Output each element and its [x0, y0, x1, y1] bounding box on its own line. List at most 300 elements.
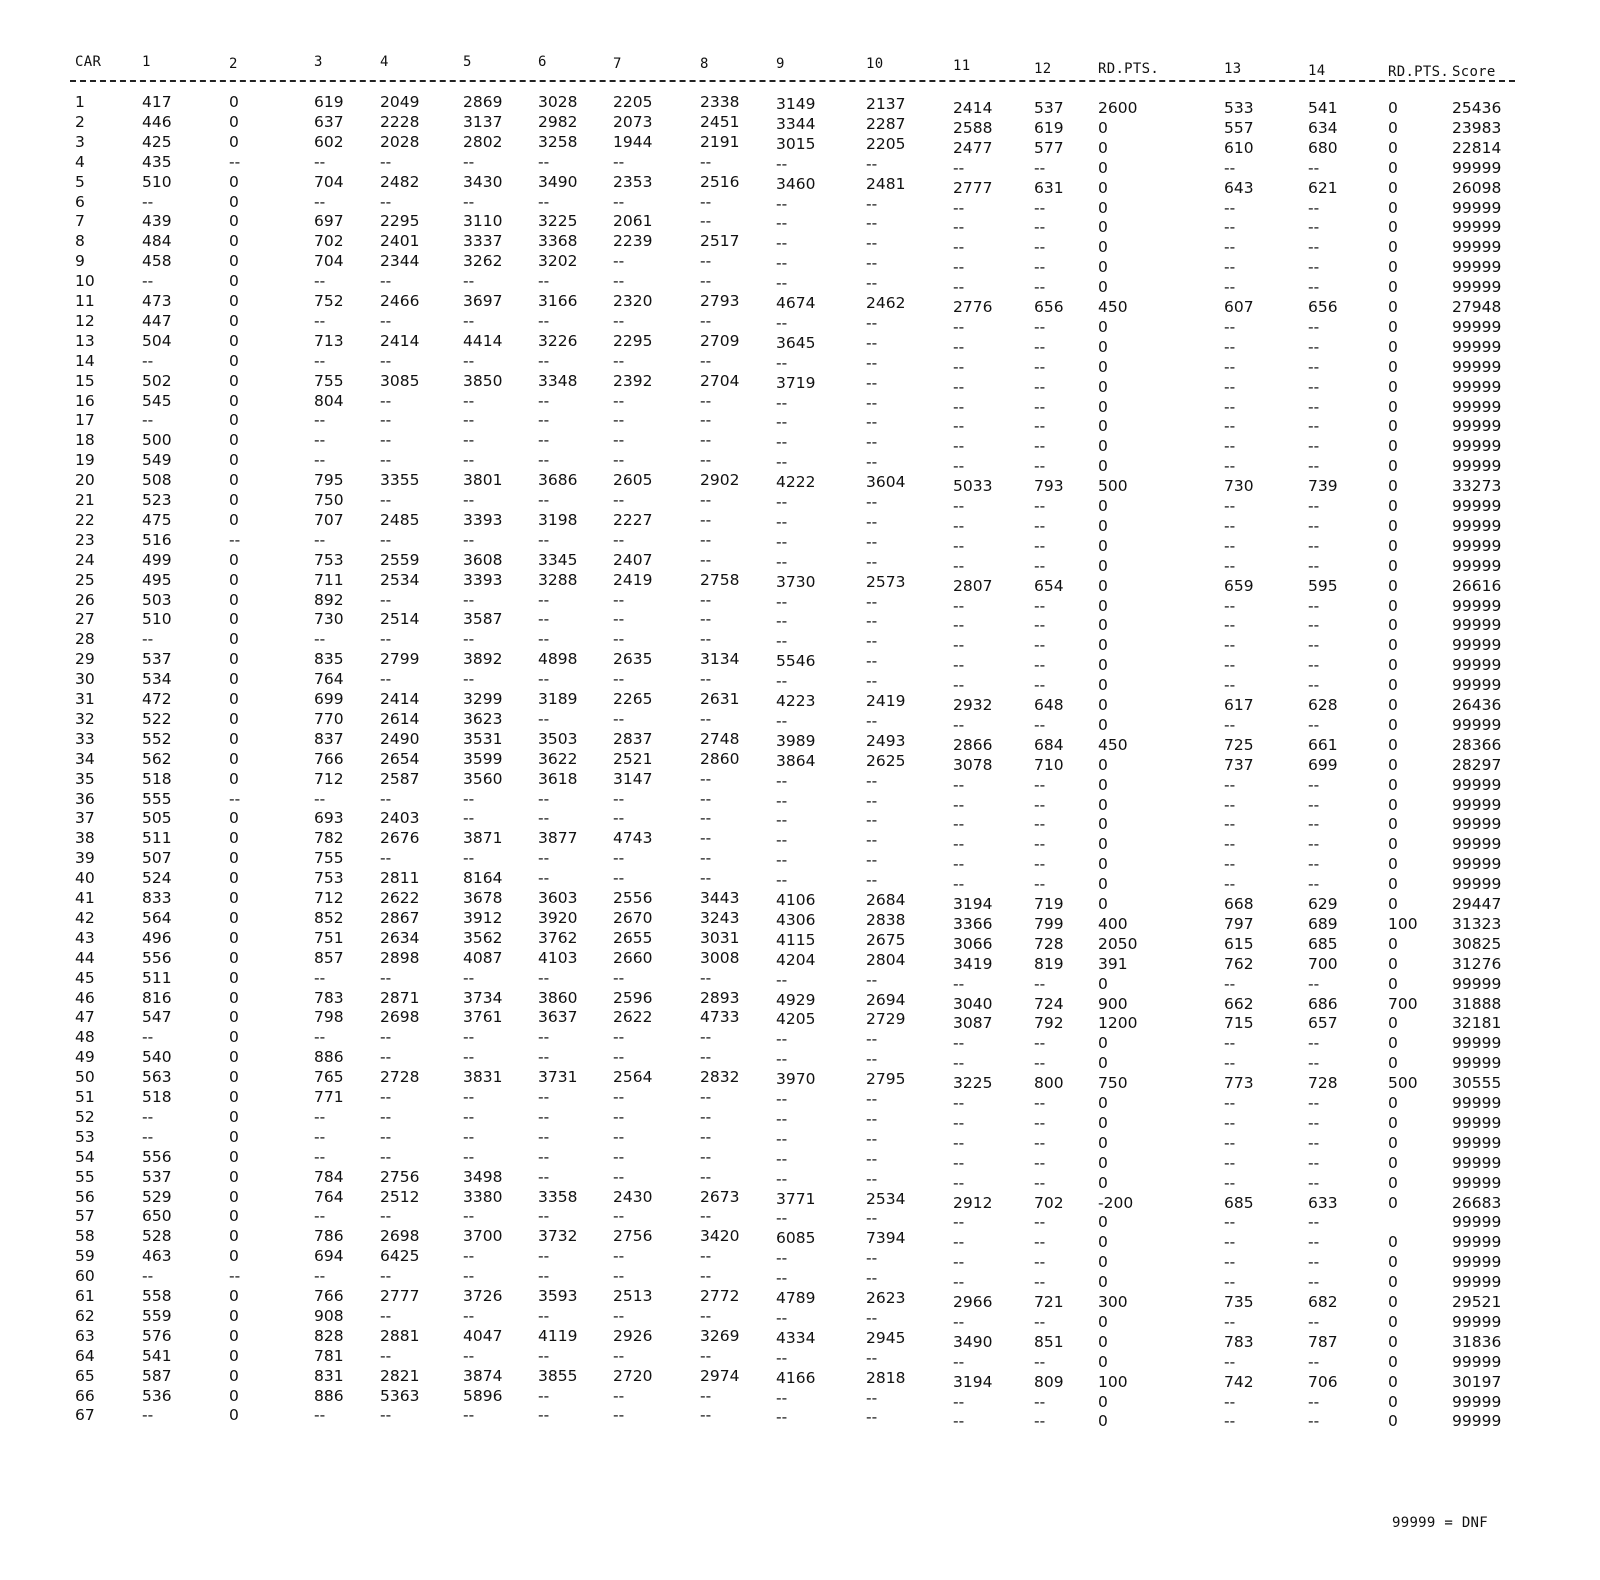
table-cell: 7394	[866, 1229, 906, 1248]
table-cell: --	[953, 417, 965, 436]
table-cell: 0	[1098, 1173, 1108, 1192]
table-cell: --	[613, 530, 625, 549]
table-cell: --	[142, 1127, 154, 1146]
table-cell: --	[700, 829, 712, 848]
table-cell: 3850	[463, 371, 503, 390]
table-cell: 0	[229, 1008, 239, 1027]
table-cell: 595	[1308, 576, 1338, 595]
table-cell: 730	[314, 610, 344, 629]
score-cell: 26098	[1452, 178, 1502, 197]
table-cell: --	[953, 397, 965, 416]
table-cell: 0	[229, 1147, 239, 1166]
table-cell: --	[463, 809, 475, 828]
table-cell: --	[1034, 616, 1046, 635]
table-cell: --	[613, 709, 625, 728]
table-cell: --	[700, 391, 712, 410]
table-cell: 750	[1098, 1074, 1128, 1093]
table-cell: 3874	[463, 1366, 503, 1385]
table-cell: --	[866, 552, 878, 571]
table-cell: 0	[1098, 337, 1108, 356]
table-cell: 0	[1388, 656, 1398, 675]
table-cell: 685	[1308, 934, 1338, 953]
table-cell: 0	[1098, 118, 1108, 137]
table-cell: --	[314, 411, 326, 430]
table-cell: 3015	[776, 134, 816, 153]
table-cell: 2777	[953, 178, 993, 197]
table-cell: --	[538, 351, 550, 370]
table-cell: 0	[1388, 1193, 1398, 1212]
table-cell: --	[1308, 1312, 1320, 1331]
table-cell: 0	[1388, 1014, 1398, 1033]
table-cell: --	[613, 1107, 625, 1126]
table-cell: 2795	[866, 1070, 906, 1089]
table-cell: 0	[1388, 1173, 1398, 1192]
table-cell: --	[700, 311, 712, 330]
table-cell: --	[1308, 1412, 1320, 1431]
table-cell: --	[1308, 1173, 1320, 1192]
table-cell: 2758	[700, 570, 740, 589]
table-cell: 0	[1388, 258, 1398, 277]
table-cell: --	[700, 1147, 712, 1166]
table-cell: --	[1308, 238, 1320, 257]
table-cell: 435	[142, 152, 172, 171]
table-cell: 3355	[380, 471, 420, 490]
table-cell: --	[1224, 815, 1236, 834]
table-cell: 728	[1034, 934, 1064, 953]
table-cell: 0	[1388, 875, 1398, 894]
table-cell: 764	[314, 1187, 344, 1206]
table-cell: --	[142, 1107, 154, 1126]
table-cell: --	[776, 811, 788, 830]
table-cell: --	[700, 1386, 712, 1405]
score-cell: 99999	[1452, 1352, 1502, 1371]
table-cell: 700	[1388, 994, 1418, 1013]
table-cell: 0	[1388, 855, 1398, 874]
table-cell: 680	[1308, 138, 1338, 157]
table-cell: 783	[314, 988, 344, 1007]
table-cell: 3801	[463, 471, 503, 490]
table-cell: 508	[142, 471, 172, 490]
table-cell: 2807	[953, 576, 993, 595]
table-cell: 697	[314, 212, 344, 231]
table-cell: --	[1308, 497, 1320, 515]
car-number-cell: 8	[75, 232, 85, 251]
table-cell: --	[700, 610, 712, 629]
table-cell: --	[538, 1028, 550, 1047]
table-cell: 713	[314, 331, 344, 350]
table-cell: --	[380, 789, 392, 808]
table-cell: --	[1034, 1054, 1046, 1073]
table-cell: --	[380, 391, 392, 410]
table-cell: 809	[1034, 1372, 1064, 1391]
table-cell: --	[142, 411, 154, 430]
car-number-cell: 54	[75, 1147, 95, 1166]
table-cell: 0	[229, 212, 239, 231]
table-cell: --	[866, 1030, 878, 1049]
score-cell: 99999	[1452, 317, 1502, 336]
table-cell: 2709	[700, 331, 740, 350]
table-cell: 518	[142, 1088, 172, 1106]
table-cell: 2205	[613, 93, 653, 111]
score-cell: 99999	[1452, 278, 1502, 297]
table-cell: 3419	[953, 954, 993, 973]
table-cell: 684	[1034, 735, 1064, 754]
table-cell: --	[953, 437, 965, 456]
table-cell: --	[1034, 357, 1046, 376]
table-cell: 0	[229, 829, 239, 848]
table-cell: --	[1308, 1054, 1320, 1073]
table-cell: 0	[229, 391, 239, 410]
table-cell: 0	[1388, 1153, 1398, 1172]
table-cell: 0	[229, 610, 239, 629]
table-cell: 3166	[538, 292, 578, 310]
table-cell: 2635	[613, 650, 653, 669]
table-cell: 3608	[463, 550, 503, 569]
table-cell: 0	[229, 451, 239, 470]
table-cell: 2481	[866, 174, 906, 193]
table-cell: --	[1034, 1034, 1046, 1053]
table-cell: --	[613, 849, 625, 868]
table-cell: --	[538, 411, 550, 430]
table-cell: 0	[1098, 1412, 1108, 1431]
table-cell: 0	[229, 948, 239, 967]
table-cell: 6425	[380, 1247, 420, 1266]
table-cell: 3110	[463, 212, 503, 231]
table-cell: --	[1034, 974, 1046, 993]
table-cell: 0	[1098, 1253, 1108, 1272]
table-cell: 4205	[776, 1010, 816, 1029]
table-cell: 710	[1034, 755, 1064, 774]
table-cell: --	[1224, 317, 1236, 336]
table-cell: --	[776, 194, 788, 213]
score-cell: 99999	[1452, 437, 1502, 456]
score-cell: 30555	[1452, 1074, 1502, 1093]
car-number-cell: 63	[75, 1326, 95, 1345]
table-cell: --	[538, 451, 550, 470]
table-cell: 0	[1098, 895, 1108, 913]
table-cell: 3490	[538, 172, 578, 191]
car-number-cell: 17	[75, 411, 95, 430]
table-cell: --	[700, 1267, 712, 1286]
table-cell: 621	[1308, 178, 1338, 197]
table-cell: 540	[142, 1048, 172, 1067]
table-cell: 0	[1098, 158, 1108, 177]
table-cell: 4106	[776, 891, 816, 909]
table-cell: --	[538, 968, 550, 987]
car-number-cell: 13	[75, 331, 95, 350]
table-cell: --	[700, 212, 712, 231]
table-cell: 0	[1388, 1352, 1398, 1371]
table-cell: 0	[229, 1187, 239, 1206]
table-cell: 2401	[380, 232, 420, 251]
table-cell: --	[866, 831, 878, 850]
table-cell: 0	[229, 1207, 239, 1226]
table-cell: 2137	[866, 95, 906, 113]
table-cell: --	[776, 1249, 788, 1268]
table-cell: --	[700, 510, 712, 529]
table-cell: --	[1034, 1113, 1046, 1132]
table-cell: --	[1224, 337, 1236, 356]
table-cell: 500	[142, 431, 172, 450]
table-cell: 851	[1034, 1332, 1064, 1351]
table-cell: 558	[142, 1287, 172, 1305]
table-cell: 3587	[463, 610, 503, 629]
score-cell: 25436	[1452, 99, 1502, 117]
table-cell: --	[953, 1312, 965, 1331]
table-cell: --	[463, 1028, 475, 1047]
table-cell: --	[776, 791, 788, 810]
column-header: 1	[142, 54, 151, 70]
table-cell: 2837	[613, 729, 653, 748]
table-cell: 4898	[538, 650, 578, 669]
table-cell: 657	[1308, 1014, 1338, 1033]
table-cell: 564	[142, 908, 172, 927]
table-cell: --	[953, 1173, 965, 1192]
table-cell: --	[1224, 974, 1236, 993]
table-cell: 2205	[866, 134, 906, 153]
table-cell: --	[1224, 1054, 1236, 1073]
table-cell: --	[1308, 437, 1320, 456]
table-cell: --	[380, 1028, 392, 1047]
table-cell: --	[776, 1348, 788, 1367]
car-number-cell: 46	[75, 988, 95, 1007]
table-cell: 694	[314, 1247, 344, 1266]
car-number-cell: 65	[75, 1366, 95, 1385]
table-cell: --	[953, 855, 965, 874]
table-cell: --	[776, 1269, 788, 1288]
table-cell: 2477	[953, 138, 993, 157]
table-cell: --	[1308, 417, 1320, 436]
table-cell: 0	[1388, 1412, 1398, 1431]
table-cell: 797	[1224, 914, 1254, 933]
table-cell: 2811	[380, 869, 420, 888]
table-cell: 0	[229, 232, 239, 251]
score-cell: 99999	[1452, 536, 1502, 555]
score-cell: 99999	[1452, 377, 1502, 396]
table-cell: 3864	[776, 751, 816, 770]
table-cell: --	[1224, 1094, 1236, 1112]
table-cell: --	[1224, 1133, 1236, 1152]
table-cell: 686	[1308, 994, 1338, 1013]
table-cell: 2559	[380, 550, 420, 569]
table-cell: --	[613, 1147, 625, 1166]
car-number-cell: 52	[75, 1107, 95, 1126]
car-number-cell: 67	[75, 1406, 95, 1425]
table-cell: --	[613, 411, 625, 430]
car-number-cell: 32	[75, 709, 95, 728]
car-number-cell: 50	[75, 1068, 95, 1087]
table-cell: --	[1224, 1113, 1236, 1132]
table-cell: --	[1308, 536, 1320, 555]
table-cell: --	[700, 1088, 712, 1106]
score-cell: 26436	[1452, 696, 1502, 714]
car-number-cell: 24	[75, 550, 95, 569]
table-cell: --	[776, 1149, 788, 1168]
table-cell: --	[314, 451, 326, 470]
table-cell: --	[866, 1129, 878, 1148]
table-cell: 4334	[776, 1328, 816, 1347]
table-cell: --	[463, 311, 475, 330]
table-cell: 0	[229, 709, 239, 728]
table-cell: 719	[1034, 895, 1064, 913]
table-cell: --	[953, 357, 965, 376]
table-cell: 2729	[866, 1010, 906, 1029]
table-cell: 0	[229, 650, 239, 669]
table-cell: --	[142, 272, 154, 291]
table-cell: --	[463, 391, 475, 410]
car-number-cell: 33	[75, 729, 95, 748]
table-cell: --	[866, 393, 878, 412]
table-cell: --	[1308, 1273, 1320, 1292]
table-cell: 500	[1098, 477, 1128, 496]
table-cell: 0	[1388, 516, 1398, 535]
table-cell: 3503	[538, 729, 578, 748]
car-number-cell: 53	[75, 1127, 95, 1146]
table-cell: 0	[1098, 536, 1108, 555]
table-cell: 3719	[776, 373, 816, 392]
table-cell: --	[380, 590, 392, 609]
table-cell: 4789	[776, 1289, 816, 1307]
table-cell: --	[953, 1273, 965, 1292]
table-cell: --	[1034, 238, 1046, 257]
table-cell: --	[538, 1267, 550, 1286]
table-cell: 577	[1034, 138, 1064, 157]
table-cell: 2407	[613, 550, 653, 569]
table-cell: --	[538, 391, 550, 410]
table-cell: 737	[1224, 755, 1254, 774]
table-cell: --	[953, 158, 965, 177]
table-cell: 0	[229, 690, 239, 708]
table-cell: --	[776, 1109, 788, 1128]
table-cell: --	[613, 451, 625, 470]
table-cell: 828	[314, 1326, 344, 1345]
table-cell: --	[1308, 676, 1320, 695]
table-cell: 2414	[953, 99, 993, 117]
table-cell: 0	[229, 371, 239, 390]
table-cell: 2430	[613, 1187, 653, 1206]
table-cell: --	[953, 676, 965, 695]
table-cell: 541	[142, 1346, 172, 1365]
table-cell: 2344	[380, 252, 420, 271]
table-cell: 0	[229, 351, 239, 370]
table-cell: --	[953, 795, 965, 814]
table-cell: --	[866, 453, 878, 472]
table-cell: 0	[1388, 158, 1398, 177]
table-cell: 2670	[613, 908, 653, 927]
table-cell: 0	[1388, 198, 1398, 217]
table-cell: 0	[1388, 138, 1398, 157]
table-cell: 2821	[380, 1366, 420, 1385]
table-cell: 3560	[463, 769, 503, 788]
table-cell: 2600	[1098, 99, 1138, 117]
table-cell: --	[1308, 1113, 1320, 1132]
table-cell: 4087	[463, 948, 503, 967]
table-cell: --	[613, 252, 625, 271]
table-cell: 0	[1098, 1352, 1108, 1371]
table-cell: --	[953, 815, 965, 834]
car-number-cell: 64	[75, 1346, 95, 1365]
table-cell: --	[1224, 457, 1236, 476]
table-cell: 2698	[380, 1008, 420, 1027]
table-cell: 2867	[380, 908, 420, 927]
table-cell: 528	[142, 1227, 172, 1246]
table-cell: 3149	[776, 95, 816, 113]
table-cell: 752	[314, 292, 344, 310]
table-cell: 3637	[538, 1008, 578, 1027]
car-number-cell: 51	[75, 1088, 95, 1106]
table-cell: 4204	[776, 950, 816, 969]
table-cell: 0	[1388, 1054, 1398, 1073]
table-cell: 4115	[776, 930, 816, 949]
table-cell: 751	[314, 928, 344, 947]
table-cell: --	[866, 1249, 878, 1268]
table-cell: 2227	[613, 510, 653, 529]
table-cell: --	[866, 1269, 878, 1288]
table-cell: 523	[142, 491, 172, 509]
table-cell: 656	[1034, 298, 1064, 316]
table-cell: --	[1224, 1034, 1236, 1053]
table-cell: 522	[142, 709, 172, 728]
table-cell: 0	[1388, 755, 1398, 774]
table-cell: --	[1308, 636, 1320, 655]
table-cell: --	[700, 252, 712, 271]
table-cell: 793	[1034, 477, 1064, 496]
table-cell: --	[314, 1147, 326, 1166]
table-cell: 100	[1388, 914, 1418, 933]
table-cell: --	[1034, 596, 1046, 615]
table-cell: --	[463, 590, 475, 609]
table-cell: --	[953, 516, 965, 535]
table-cell: 2623	[866, 1289, 906, 1307]
table-cell: 2777	[380, 1287, 420, 1305]
table-cell: --	[463, 431, 475, 450]
table-cell: 3085	[380, 371, 420, 390]
table-cell: 0	[1098, 138, 1108, 157]
table-cell: 0	[1098, 616, 1108, 635]
table-cell: 782	[314, 829, 344, 848]
table-cell: 833	[142, 889, 172, 907]
table-cell: --	[953, 457, 965, 476]
table-cell: 0	[1098, 497, 1108, 515]
table-cell: 0	[1388, 556, 1398, 575]
table-cell: 3989	[776, 731, 816, 750]
table-cell: 0	[1098, 855, 1108, 874]
table-cell: 0	[229, 1406, 239, 1425]
table-cell: --	[776, 313, 788, 332]
table-cell: 0	[1098, 795, 1108, 814]
table-cell: --	[1224, 437, 1236, 456]
table-cell: --	[463, 351, 475, 370]
table-cell: 3066	[953, 934, 993, 953]
table-cell: --	[1034, 1312, 1046, 1331]
table-cell: 495	[142, 570, 172, 589]
table-cell: --	[776, 612, 788, 631]
table-cell: 0	[229, 252, 239, 271]
table-cell: 2625	[866, 751, 906, 770]
table-cell: 2772	[700, 1287, 740, 1305]
table-cell: --	[380, 1207, 392, 1226]
table-cell: --	[538, 670, 550, 689]
table-cell: 2966	[953, 1293, 993, 1311]
table-cell: 3368	[538, 232, 578, 251]
score-cell: 99999	[1452, 1094, 1502, 1112]
table-cell: --	[1034, 218, 1046, 237]
table-cell: 2061	[613, 212, 653, 231]
table-cell: --	[700, 968, 712, 987]
table-cell: --	[538, 311, 550, 330]
table-cell: 2228	[380, 112, 420, 131]
table-cell: --	[1034, 855, 1046, 874]
